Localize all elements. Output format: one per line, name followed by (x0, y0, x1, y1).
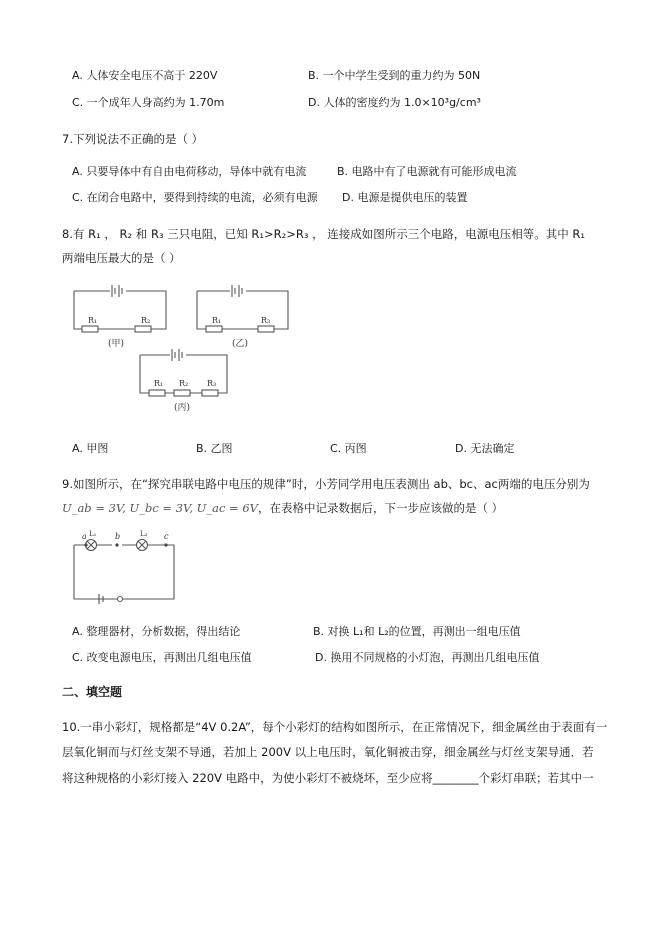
q6-option-d: D. 人体的密度约为 1.0×10³g/cm³ (308, 96, 481, 109)
fig8-jia-r2-label: R₂ (141, 316, 151, 325)
q9-option-a: A. 整理器材，分析数据，得出结论 (72, 625, 241, 638)
q6-option-c: C. 一个成年人身高约为 1.70m (72, 96, 225, 109)
fig8-bing-caption: (丙) (174, 403, 191, 413)
fig8-bing-r2-label: R₂ (179, 379, 189, 388)
q8-stem-line1: 8.有 R₁ ， R₂ 和 R₃ 三只电阻，已知 R₁>R₂>R₃ ， 连接成如图所示三个电路，电源电压相等。其中 R₁ (62, 227, 585, 241)
q10-line3: 将这种规格的小彩灯接入 220V 电路中，为使小彩灯不被烧坏，至少应将________个彩灯串联；若其中一 (62, 771, 594, 785)
fig8-bing-r3-label: R₃ (207, 379, 217, 388)
q7-option-c: C. 在闭合电路中，要得到持续的电流，必须有电源 (72, 191, 318, 204)
q8-option-d: D. 无法确定 (455, 442, 515, 455)
q6-option-a: A. 人体安全电压不高于 220V (72, 69, 218, 82)
section-title-fill-in: 二、填空题 (62, 685, 123, 699)
q7-stem: 7.下列说法不正确的是（ ） (62, 132, 204, 146)
q7-option-b: B. 电路中有了电源就有可能形成电流 (337, 165, 517, 178)
fig8-jia-r1-label: R₁ (88, 316, 98, 325)
q9-stem-line2: ，在表格中记录数据后，下一步应该做的是（ ） (258, 501, 504, 515)
q10-line1: 10.一串小彩灯，规格都是“4V 0.2A”，每个小彩灯的结构如图所示，在正常情况下，细金属丝由于表面有一 (62, 720, 608, 734)
q8-option-b: B. 乙图 (196, 442, 233, 455)
q9-voltage-formula: U_ab = 3V, U_bc = 3V, U_ac = 6V (62, 501, 258, 515)
fig9-l1-label: L₁ (89, 530, 97, 538)
fig9-l2-label: L₂ (140, 530, 148, 538)
q8-option-a: A. 甲图 (72, 442, 109, 455)
fig8-yi-r3-label: R₃ (261, 316, 271, 325)
fig9-point-c: c (164, 532, 169, 541)
fig8-bing-r1-label: R₁ (154, 379, 164, 388)
fig9-point-a: a (82, 532, 87, 541)
q9-option-d: D. 换用不同规格的小灯泡，再测出几组电压值 (315, 651, 540, 664)
q9-option-c: C. 改变电源电压，再测出几组电压值 (72, 651, 252, 664)
q9-circuit-figure (70, 528, 190, 608)
fig8-yi-r1-label: R₁ (212, 316, 222, 325)
q10-line2: 层氧化铜而与灯丝支架不导通，若加上 200V 以上电压时，氧化铜被击穿，细金属丝与灯丝支架导通．若 (62, 745, 594, 759)
q8-option-c: C. 丙图 (330, 442, 367, 455)
q9-option-b: B. 对换 L₁和 L₂的位置，再测出一组电压值 (313, 625, 521, 638)
fig9-point-b: b (115, 532, 121, 541)
q6-option-b: B. 一个中学生受到的重力约为 50N (308, 69, 481, 82)
q7-option-d: D. 电源是提供电压的装置 (342, 191, 468, 204)
q7-option-a: A. 只要导体中有自由电荷移动，导体中就有电流 (72, 165, 307, 178)
fig8-jia-caption: (甲) (108, 339, 125, 349)
q8-stem-line2: 两端电压最大的是（ ） (62, 251, 181, 265)
fig8-yi-caption: (乙) (232, 339, 249, 349)
q9-stem-line1: 9.如图所示，在“探究串联电路中电压的规律”时，小芳同学用电压表测出 ab、bc、ac两端的电压分别为 (62, 477, 590, 491)
q8-circuit-figure (62, 280, 362, 415)
